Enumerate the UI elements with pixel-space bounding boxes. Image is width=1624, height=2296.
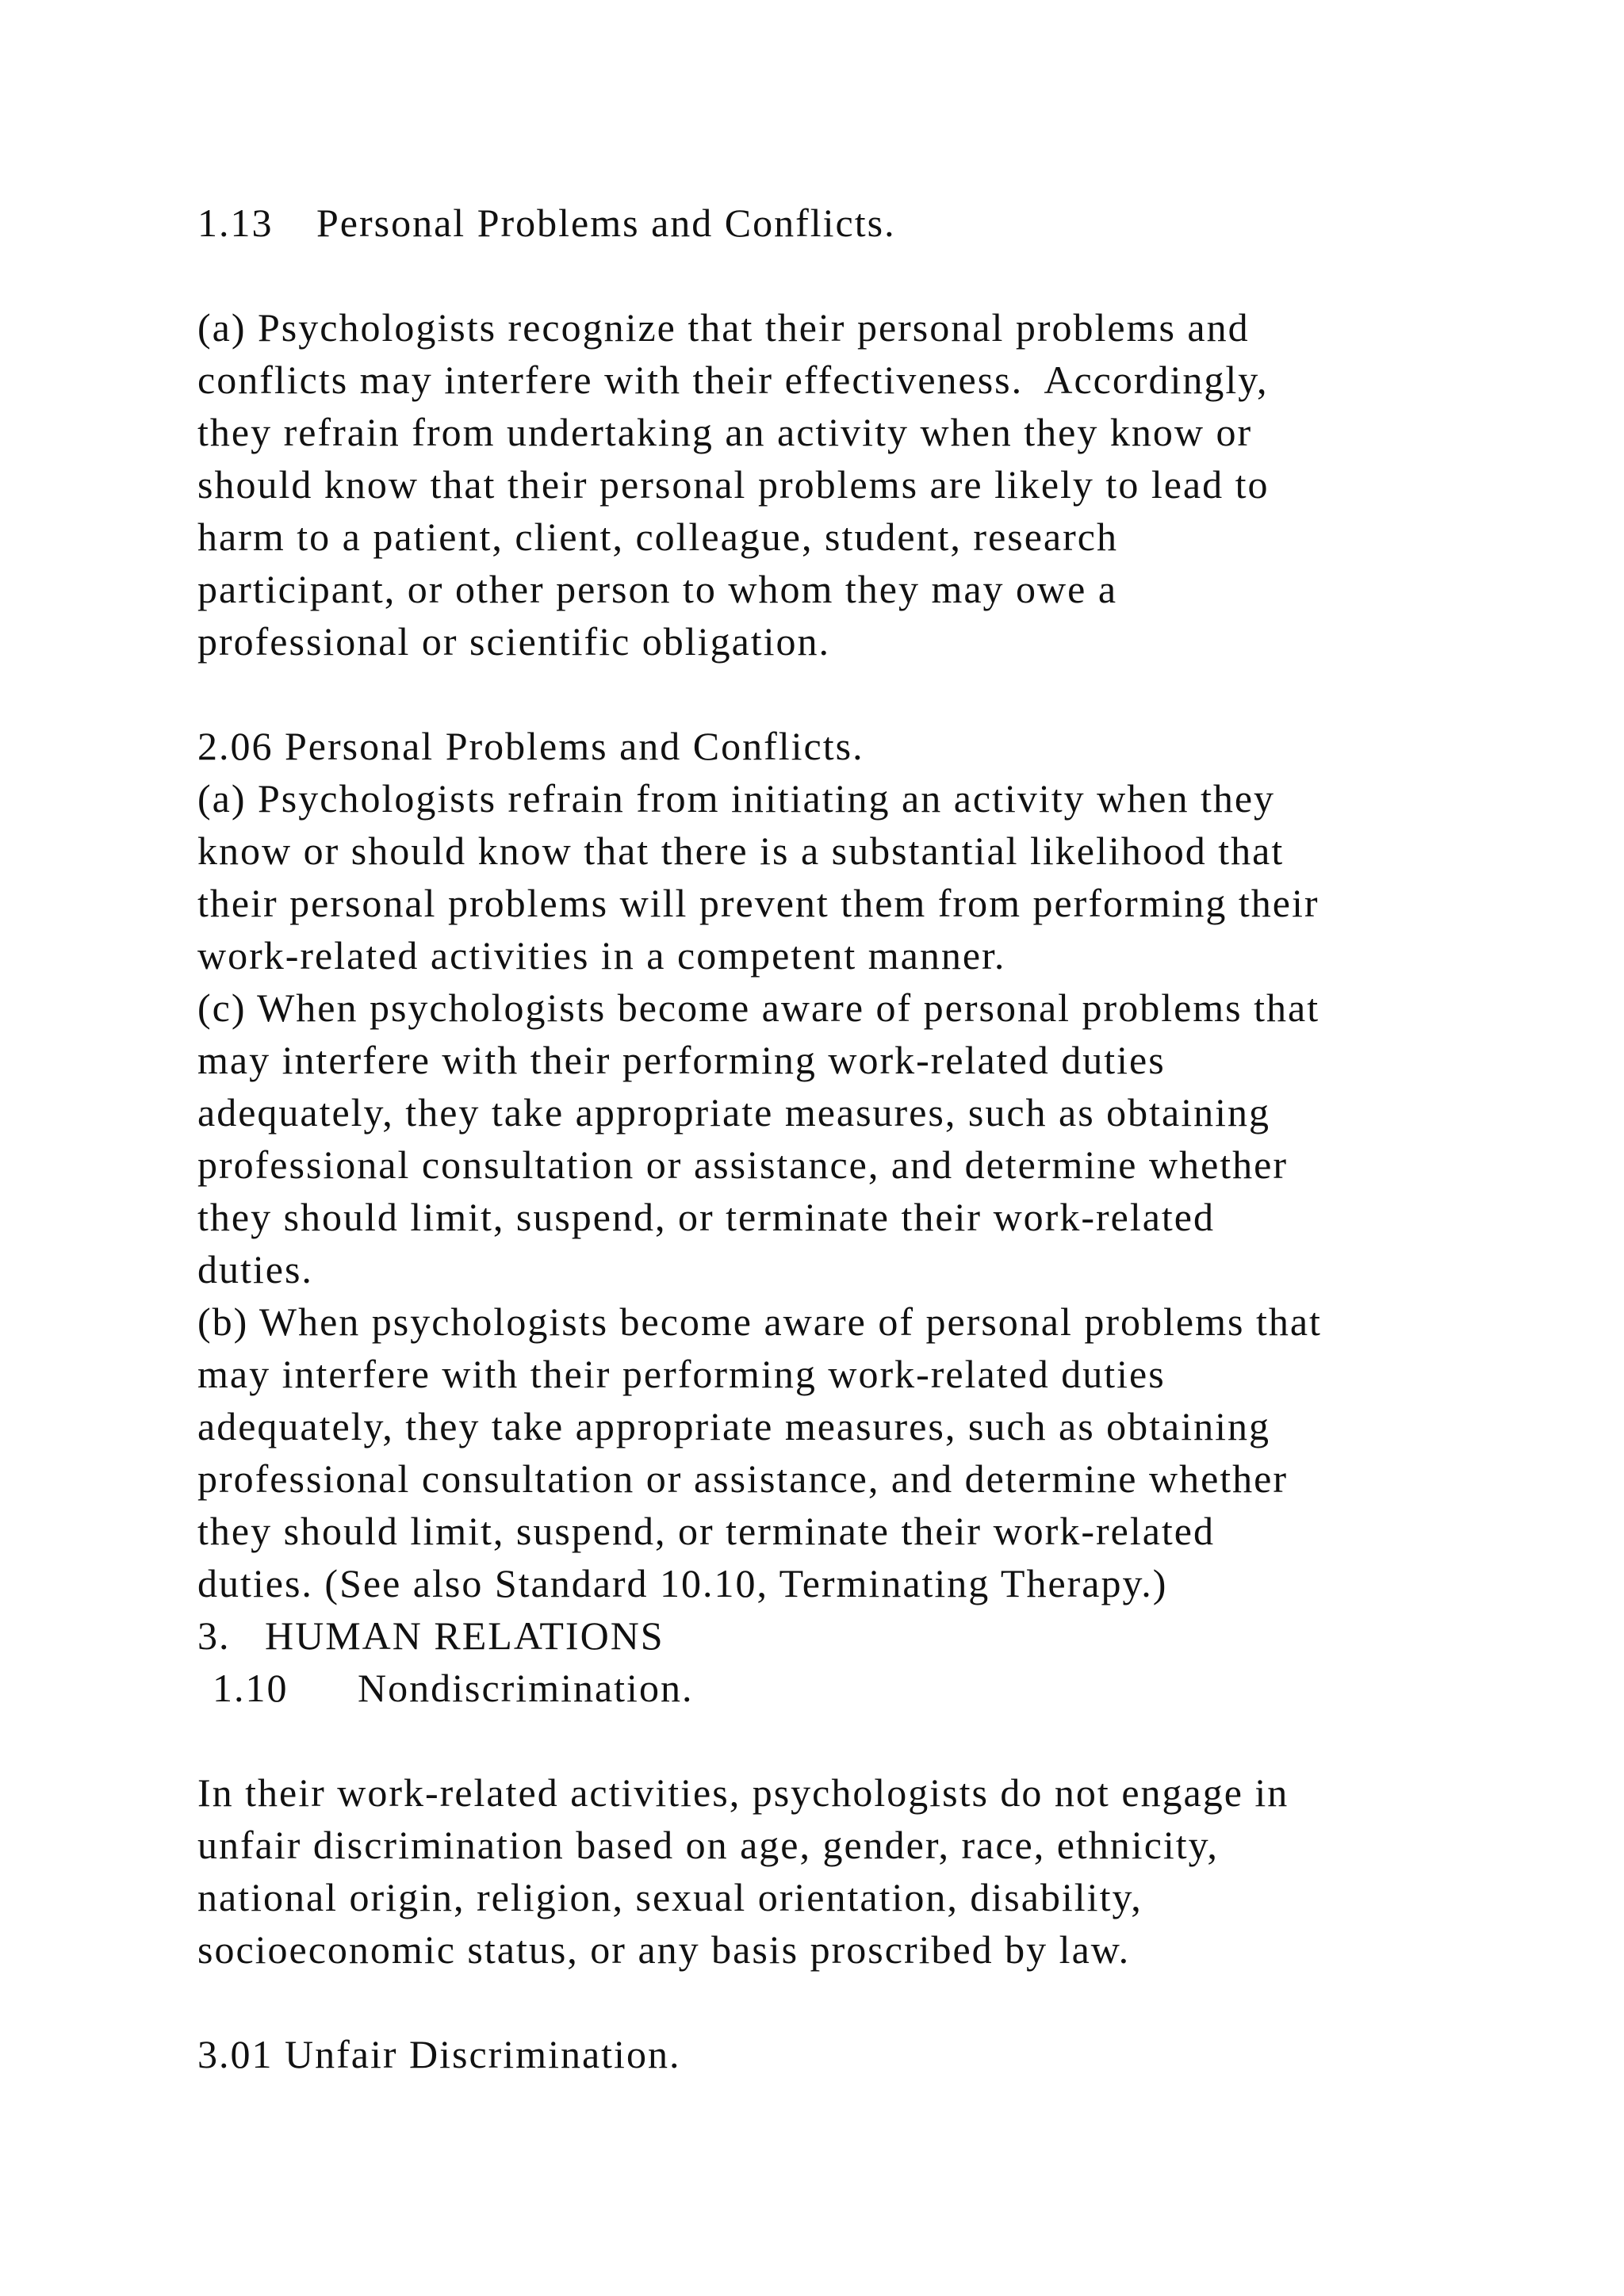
paragraph-line: work-related activities in a competent manner. — [197, 933, 1006, 978]
section-title: Nondiscrimination. — [358, 1666, 694, 1710]
paragraph-line: (a) Psychologists recognize that their personal problems and — [197, 305, 1250, 350]
paragraph-line: adequately, they take appropriate measures, such as obtaining — [197, 1090, 1271, 1135]
section-number: 1.10 — [213, 1666, 289, 1710]
section-heading-3: 3. HUMAN RELATIONS — [197, 1613, 665, 1658]
paragraph-line: In their work-related activities, psychologists do not engage in — [197, 1770, 1289, 1815]
paragraph-line: socioeconomic status, or any basis proscribed by law. — [197, 1927, 1131, 1972]
paragraph-line: professional consultation or assistance, and determine whether — [197, 1142, 1289, 1187]
paragraph-line: may interfere with their performing work-related duties — [197, 1038, 1166, 1082]
paragraph-line: (c) When psychologists become aware of personal problems that — [197, 985, 1320, 1030]
paragraph-line: national origin, religion, sexual orientation, disability, — [197, 1875, 1143, 1919]
paragraph-line: they refrain from undertaking an activity when they know or — [197, 410, 1253, 454]
paragraph-line: they should limit, suspend, or terminate their work-related — [197, 1509, 1215, 1553]
paragraph-line: unfair discrimination based on age, gender, race, ethnicity, — [197, 1823, 1219, 1867]
paragraph-line: (a) Psychologists refrain from initiating an activity when they — [197, 776, 1276, 821]
paragraph-line: may interfere with their performing work-related duties — [197, 1352, 1166, 1396]
section-heading-1-13 — [197, 197, 896, 249]
paragraph-line: harm to a patient, client, colleague, student, research — [197, 515, 1118, 559]
section-heading-1-10 — [213, 1662, 693, 1714]
paragraph-line: professional or scientific obligation. — [197, 619, 831, 664]
section-heading-2-06: 2.06 Personal Problems and Conflicts. — [197, 724, 864, 768]
section-heading-3-01: 3.01 Unfair Discrimination. — [197, 2032, 681, 2076]
paragraph-line: (b) When psychologists become aware of personal problems that — [197, 1299, 1322, 1344]
section-title: Personal Problems and Conflicts. — [316, 201, 896, 245]
paragraph-line: professional consultation or assistance, and determine whether — [197, 1456, 1289, 1501]
paragraph-line: participant, or other person to whom they may owe a — [197, 567, 1118, 611]
paragraph-line: adequately, they take appropriate measures, such as obtaining — [197, 1404, 1271, 1448]
section-number: 1.13 — [197, 201, 274, 245]
paragraph-line: should know that their personal problems are likely to lead to — [197, 462, 1270, 507]
paragraph-line: duties. (See also Standard 10.10, Terminating Therapy.) — [197, 1561, 1168, 1605]
paragraph-line: their personal problems will prevent them from performing their — [197, 881, 1320, 925]
paragraph-line: conflicts may interfere with their effectiveness. Accordingly, — [197, 358, 1269, 402]
paragraph-line: know or should know that there is a substantial likelihood that — [197, 828, 1285, 873]
paragraph-line: duties. — [197, 1247, 313, 1292]
paragraph-line: they should limit, suspend, or terminate their work-related — [197, 1195, 1215, 1239]
